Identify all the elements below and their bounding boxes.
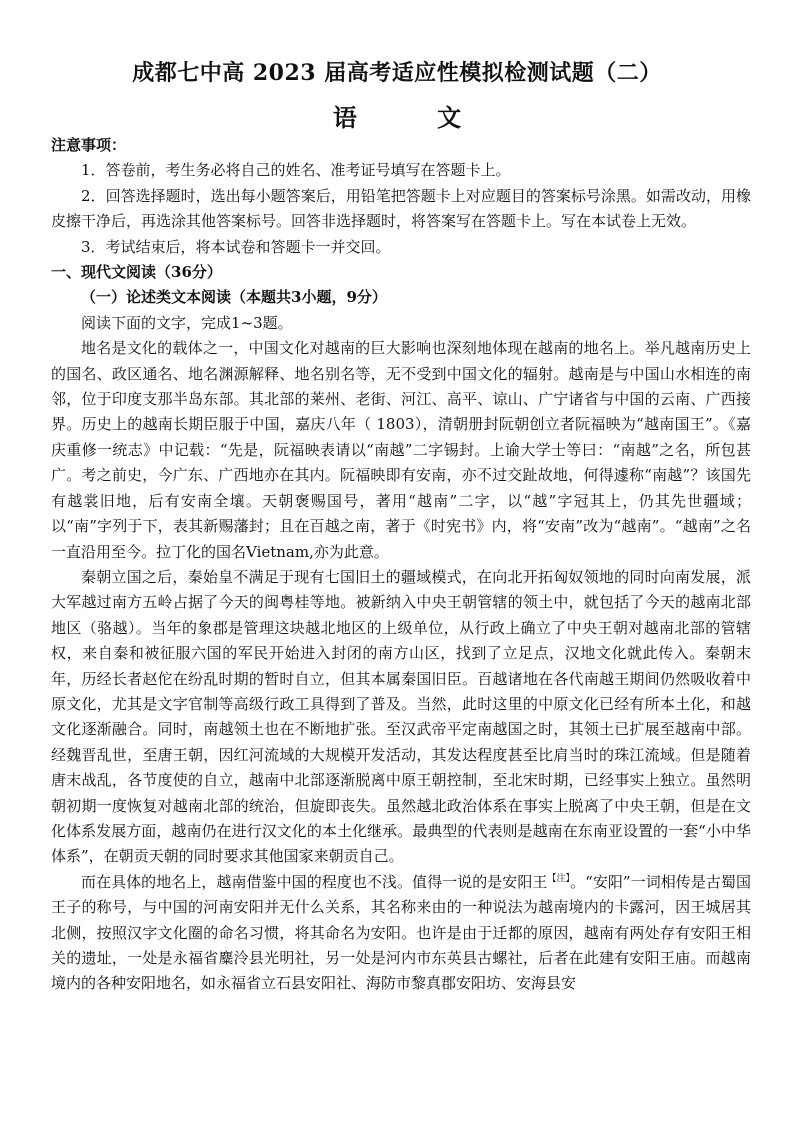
exam-body: [51, 133, 751, 997]
subsection-heading: （一）论述类文本阅读（本题共3小题，9分）: [81, 288, 387, 307]
section-heading: 一、现代文阅读（36分）: [51, 263, 222, 282]
paragraph-3-text-b: 。“安阳”一词相传是古蜀国王子的称号，与中国的河南安阳并无什么关系，其名称来由的一种说法为越南境内的卡露河，因王城居其北侧，按照汉字文化圈的命名习惯，将其命名为安阳。也许是由于迁都的原因，越南有两处存有安阳王相关的遗址，一处是永福省麋泠县光明社，另一处是河内市东英县古螺社，后者在此建有安阳王庙。而越南境内的各种安阳地名，如永福省立石县安阳社、海防市黎真郡安阳坊、安海县安: [51, 872, 751, 993]
page-title: 成都七中高 2023 届高考适应性模拟检测试题（二）: [132, 60, 662, 86]
notice-item-3: 3．考试结束后，将本试卷和答题卡一并交回。: [81, 237, 391, 256]
footnote-marker: 【注】: [547, 873, 571, 884]
notice-item-1: 1．答卷前，考生务必将自己的姓名、准考证号填写在答题卡上。: [81, 161, 511, 180]
passage-paragraph-2: 秦朝立国之后，秦始皇不满足于现有七国旧土的疆域模式，在向北开拓匈奴领地的同时向南发展，派大军越过南方五岭占据了今天的闽粤桂等地。被新纳入中央王朝管辖的领土中，就包括了今天的越南北部地区（骆越）。当年的象郡是管理这块越北地区的上级单位，从行政上确立了中央王朝对越南北部的管辖权，来自秦和被征服六国的军民开始进入封闭的南方山区，找到了立足点，汉地文化就此传入。秦朝末年，历经长者赵佗在纷乱时期的暂时自立，但其本属秦国旧臣。百越诸地在各代南越王期间仍然吸收着中原文化，尤其是文字官制等高级行政工具得到了普及。当然，此时这里的中原文化已经有所本土化，和越文化逐渐融合。同时，南越领土也在不断地扩张。至汉武帝平定南越国之时，其领土已扩展至越南中部。经魏晋乱世，至唐王朝，因红河流域的大规模开发活动，其发达程度甚至比肩当时的珠江流域。但是随着唐末战乱，各节度使的自立，越南中北部逐渐脱离中原王朝控制，至北宋时期，已经事实上独立。虽然明朝初期一度恢复对越南北部的统治，但旋即丧失。虽然越北政治体系在事实上脱离了中央王朝，但是在文化体系发展方面，越南仍在进行汉文化的本土化继承。最典型的代表则是越南在东南亚设置的一套“小中华体系”，在朝贡天朝的同时要求其他国家来朝贡自己。: [51, 567, 751, 866]
reading-instruction: 阅读下面的文字，完成1~3题。: [81, 313, 293, 332]
passage-paragraph-3: [51, 870, 751, 997]
notice-item-2: 2．回答选择题时，选出每小题答案后，用铅笔把答题卡上对应题目的答案标号涂黑。如需改动，用橡皮擦干净后，再选涂其他答案标号。回答非选择题时，将答案写在答题卡上。写在本试卷上无效。: [51, 186, 751, 231]
subject-title: 语 文: [332, 103, 498, 132]
paragraph-3-text-a: 而在具体的地名上，越南借鉴中国的程度也不浅。值得一说的是安阳王: [81, 872, 548, 891]
passage-paragraph-1: 地名是文化的载体之一，中国文化对越南的巨大影响也深刻地体现在越南的地名上。举凡越南历史上的国名、政区通名、地名渊源解释、地名别名等，无不受到中国文化的辐射。越南是与中国山水相连的南邻，位于印度支那半岛东部。其北部的莱州、老街、河江、高平、谅山、广宁诸省与中国的云南、广西接界。历史上的越南长期臣服于中国，嘉庆八年（ 1803），清朝册封阮朝创立者阮福映为“越南国王”。《嘉庆重修一统志》中记载：“先是，阮福映表请以“南越”二字锡封。上谕大学士等曰：“南越”之名，所包甚广。考之前史，今广东、广西地亦在其内。阮福映即有安南，亦不过交趾故地，何得遽称“南越”？该国先有越裳旧地，后有安南全壤。天朝褒赐国号，著用“越南”二字，以“越”字冠其上，仍其先世疆域；以“南”字列于下，表其新赐藩封；且在百越之南，著于《时宪书》内，将“安南”改为“越南”。“越南”之名一直沿用至今。拉丁化的国名Vietnam,亦为此意。: [51, 339, 751, 561]
notice-heading: 注意事项：: [51, 136, 127, 154]
